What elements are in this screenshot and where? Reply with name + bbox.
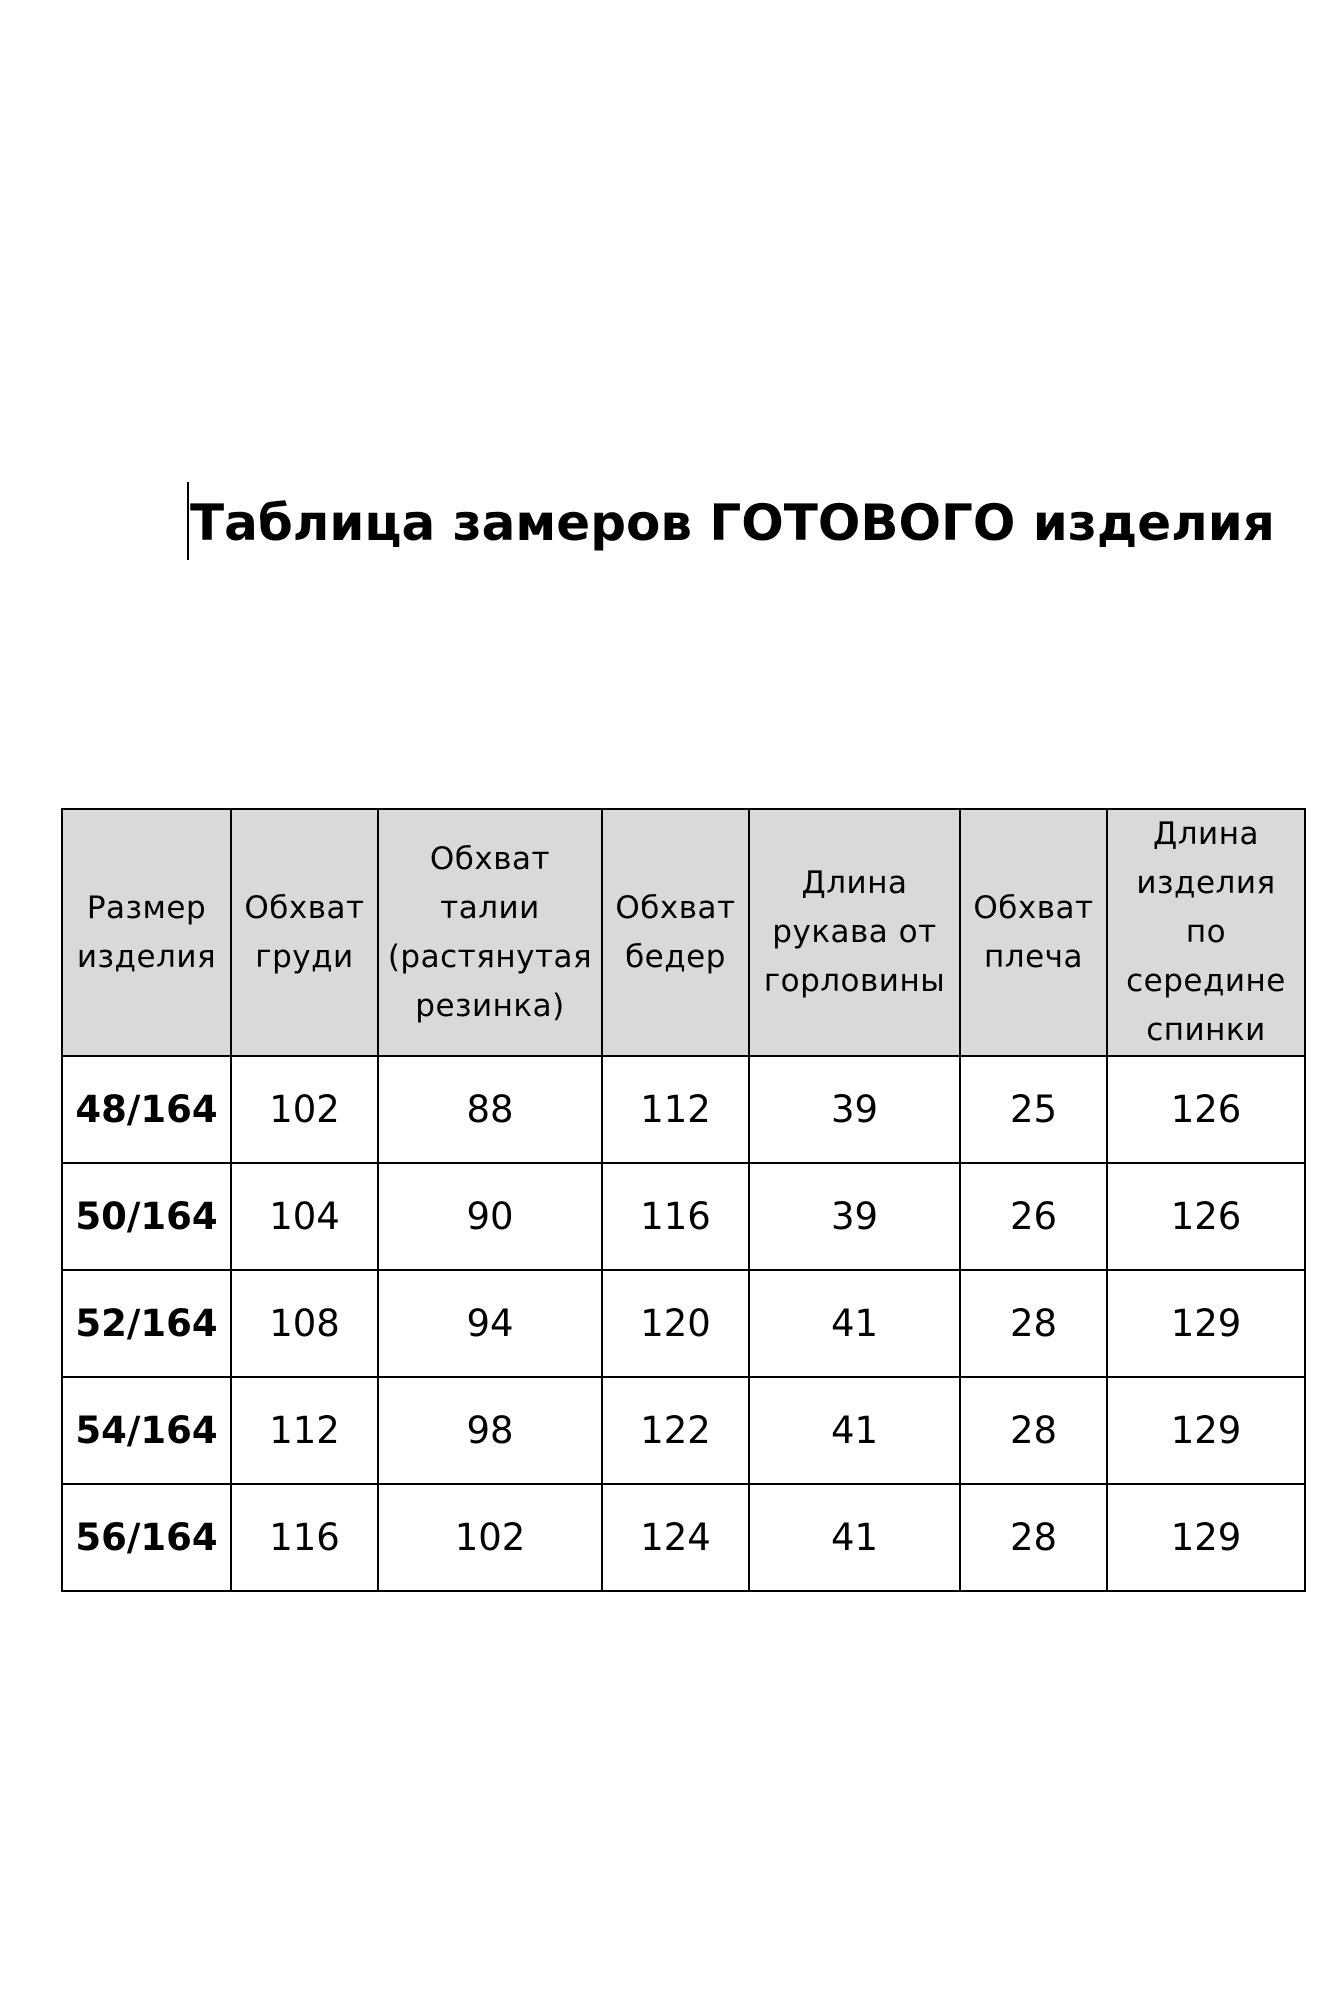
chest-cell: 108 [231, 1270, 378, 1377]
garment-length-cell: 129 [1107, 1270, 1305, 1377]
header-garment-length [1107, 809, 1305, 1056]
garment-length-cell: 129 [1107, 1484, 1305, 1591]
header-line: плеча [984, 938, 1083, 975]
size-cell: 48/164 [62, 1056, 231, 1163]
size-cell: 54/164 [62, 1377, 231, 1484]
table-row [62, 1377, 1305, 1484]
shoulder-cell: 25 [960, 1056, 1107, 1163]
shoulder-cell: 28 [960, 1484, 1107, 1591]
hips-cell: 116 [602, 1163, 749, 1270]
hips-cell: 120 [602, 1270, 749, 1377]
header-line: Обхват [973, 889, 1094, 926]
header-chest [231, 809, 378, 1056]
waist-cell: 88 [378, 1056, 602, 1163]
header-waist [378, 809, 602, 1056]
hips-cell: 122 [602, 1377, 749, 1484]
header-line: Обхват [244, 889, 365, 926]
chest-cell: 116 [231, 1484, 378, 1591]
sleeve-length-cell: 41 [749, 1484, 960, 1591]
header-line: изделия [76, 938, 217, 975]
chest-cell: 102 [231, 1056, 378, 1163]
header-line: талии [440, 889, 540, 926]
header-sleeve-length [749, 809, 960, 1056]
document-title: Таблица замеров ГОТОВОГО изделия [190, 494, 1275, 552]
text-cursor [187, 482, 189, 560]
header-line: Обхват [429, 840, 551, 877]
header-line: Длина [801, 865, 908, 901]
table-header-row [62, 809, 1305, 1056]
header-line: Длина [1153, 816, 1259, 852]
sleeve-length-cell: 41 [749, 1377, 960, 1484]
header-hips [602, 809, 749, 1056]
header-size [62, 809, 231, 1056]
table-row [62, 1163, 1305, 1270]
header-shoulder [960, 809, 1107, 1056]
size-measurement-table [61, 808, 1306, 1592]
sleeve-length-cell: 39 [749, 1163, 960, 1270]
header-line: рукава от [772, 914, 937, 950]
size-cell: 52/164 [62, 1270, 231, 1377]
header-line: бедер [625, 938, 726, 975]
header-line: груди [255, 938, 354, 975]
shoulder-cell: 28 [960, 1377, 1107, 1484]
header-line: Обхват [615, 889, 736, 926]
header-line: Размер [86, 889, 207, 926]
waist-cell: 94 [378, 1270, 602, 1377]
garment-length-cell: 126 [1107, 1056, 1305, 1163]
waist-cell: 102 [378, 1484, 602, 1591]
table-row [62, 1484, 1305, 1591]
sleeve-length-cell: 41 [749, 1270, 960, 1377]
header-line: горловины [763, 963, 946, 999]
header-line: середине [1126, 963, 1286, 999]
table-row [62, 1056, 1305, 1163]
chest-cell: 112 [231, 1377, 378, 1484]
chest-cell: 104 [231, 1163, 378, 1270]
shoulder-cell: 28 [960, 1270, 1107, 1377]
header-line: резинка) [415, 987, 565, 1024]
sleeve-length-cell: 39 [749, 1056, 960, 1163]
garment-length-cell: 126 [1107, 1163, 1305, 1270]
size-cell: 50/164 [62, 1163, 231, 1270]
garment-length-cell: 129 [1107, 1377, 1305, 1484]
hips-cell: 112 [602, 1056, 749, 1163]
header-line: изделия [1136, 865, 1276, 901]
hips-cell: 124 [602, 1484, 749, 1591]
header-line: спинки [1146, 1012, 1266, 1048]
table-row [62, 1270, 1305, 1377]
waist-cell: 98 [378, 1377, 602, 1484]
shoulder-cell: 26 [960, 1163, 1107, 1270]
header-line: по [1185, 914, 1227, 950]
waist-cell: 90 [378, 1163, 602, 1270]
size-cell: 56/164 [62, 1484, 231, 1591]
header-line: (растянутая [387, 938, 593, 975]
